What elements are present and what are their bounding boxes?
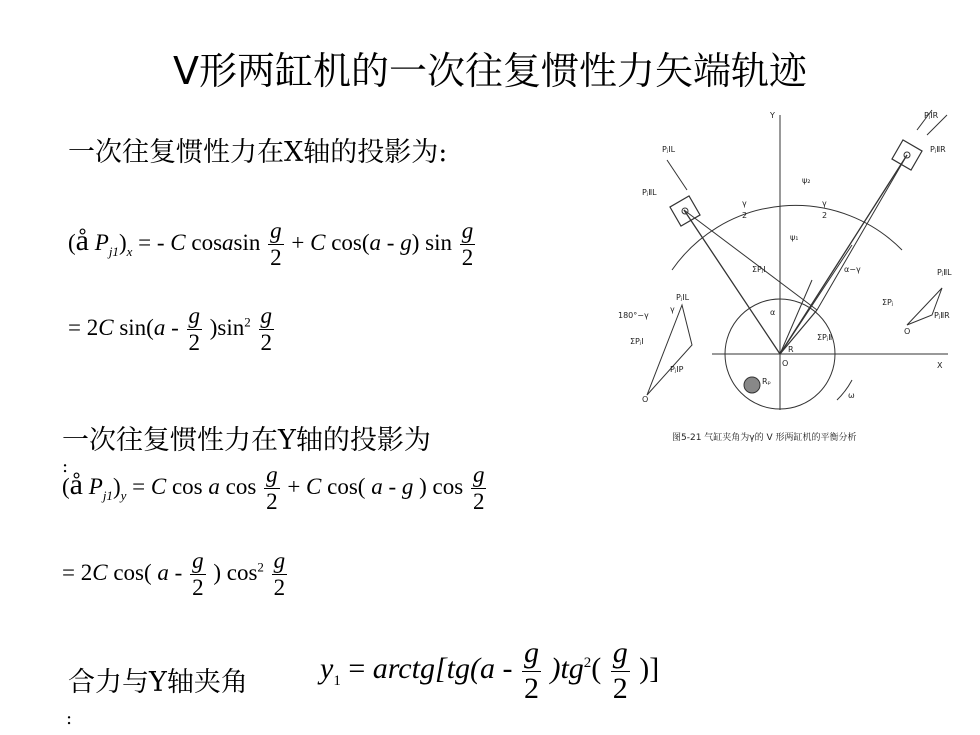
label-PjIL: PⱼⅠL <box>676 293 690 302</box>
y-projection-heading: 一次往复惯性力在Y轴的投影为 <box>62 425 431 456</box>
right-con-rod <box>817 155 907 310</box>
label-PjIIR-top: PⱼⅡR <box>930 145 946 154</box>
label-Rp: Rₚ <box>762 377 771 386</box>
label-X: X <box>937 361 943 370</box>
equation-x-line2: = 2C sin(a - $\frac{g}{2}$ )$\sin^2$ $\frac{g}{2}$ <box>68 303 272 356</box>
y-heading-colon: : <box>62 456 69 477</box>
angle-heading-colon: : <box>66 708 73 729</box>
label-O: O <box>782 359 789 368</box>
label-Y: Y <box>770 111 775 120</box>
label-PjIIL: PⱼⅡL <box>937 268 952 277</box>
label-PjIL-top: PⱼⅠL <box>662 145 676 154</box>
left-cylinder-axis <box>684 210 780 354</box>
right-cylinder-axis <box>780 155 907 354</box>
page-title: V形两缸机的一次往复惯性力矢端轨迹 <box>173 49 807 93</box>
equation-angle: $y_1$ = arctg[tg(a - $\frac{g}{2}$ )$tg^2$( $\frac{g}{2}$ )] <box>320 636 660 705</box>
label-omega: ω <box>848 391 855 400</box>
crank-arm <box>780 310 817 354</box>
force-vector <box>780 245 852 354</box>
diagram-caption: 图5-21 气缸夹角为γ的 V 形两缸机的平衡分析 <box>672 433 857 443</box>
v-engine-force-diagram <box>612 100 957 460</box>
label-PjIP: PⱼⅠP <box>670 365 684 374</box>
label-sumPj-right: ΣPⱼ <box>882 298 894 307</box>
x-projection-heading: 一次往复惯性力在X轴的投影为: <box>68 137 448 168</box>
label-sumPjII: ΣPⱼⅡ <box>817 333 833 342</box>
label-gamma-left: γ <box>742 199 747 208</box>
counterweight <box>744 377 760 393</box>
label-sumPjI: ΣPⱼⅠ <box>752 265 766 274</box>
label-alpha-gamma: α−γ <box>844 265 861 274</box>
label-sumPjI-left: ΣPⱼⅠ <box>630 337 644 346</box>
label-alpha: α <box>770 308 776 317</box>
label-PjIR-top: PⱼⅠR <box>924 111 939 120</box>
label-gamma2: γ <box>670 305 675 314</box>
label-two-left: 2 <box>742 211 748 220</box>
label-180-gamma: 180°−γ <box>618 311 649 320</box>
angle-heading: 合力与Y轴夹角 <box>68 667 248 698</box>
label-PjIIR: PⱼⅡR <box>934 311 950 320</box>
force-vector-2 <box>780 280 812 354</box>
equation-y-line2: = 2C cos( a - $\frac{g}{2}$ ) $\cos^2$ $\frac{g}{2}$ <box>62 548 286 601</box>
label-gamma-right: γ <box>822 199 827 208</box>
equation-y-line1: (å $P_{j1})_y = C$ cos a cos $\frac{g}{2}$ + C cos( a - g ) cos $\frac{g}{2}$ <box>62 462 485 515</box>
label-psi2: ψ₂ <box>802 176 811 185</box>
equation-x-line1: (å $P_{j1})_x$ = - C cosasin $\frac{g}{2}$ + C cos(a - g) sin $\frac{g}{2}$ <box>68 218 474 271</box>
left-con-rod <box>684 210 817 310</box>
label-O-right: O <box>904 327 911 336</box>
label-O-left: O <box>642 395 649 404</box>
label-psi1: ψ₁ <box>790 233 799 242</box>
left-arrow <box>667 160 687 190</box>
label-two-right: 2 <box>822 211 828 220</box>
trajectory-arc <box>672 205 902 270</box>
label-PjIIL-top: PⱼⅡL <box>642 188 657 197</box>
label-R: R <box>788 345 794 354</box>
left-force-triangle <box>647 305 692 395</box>
